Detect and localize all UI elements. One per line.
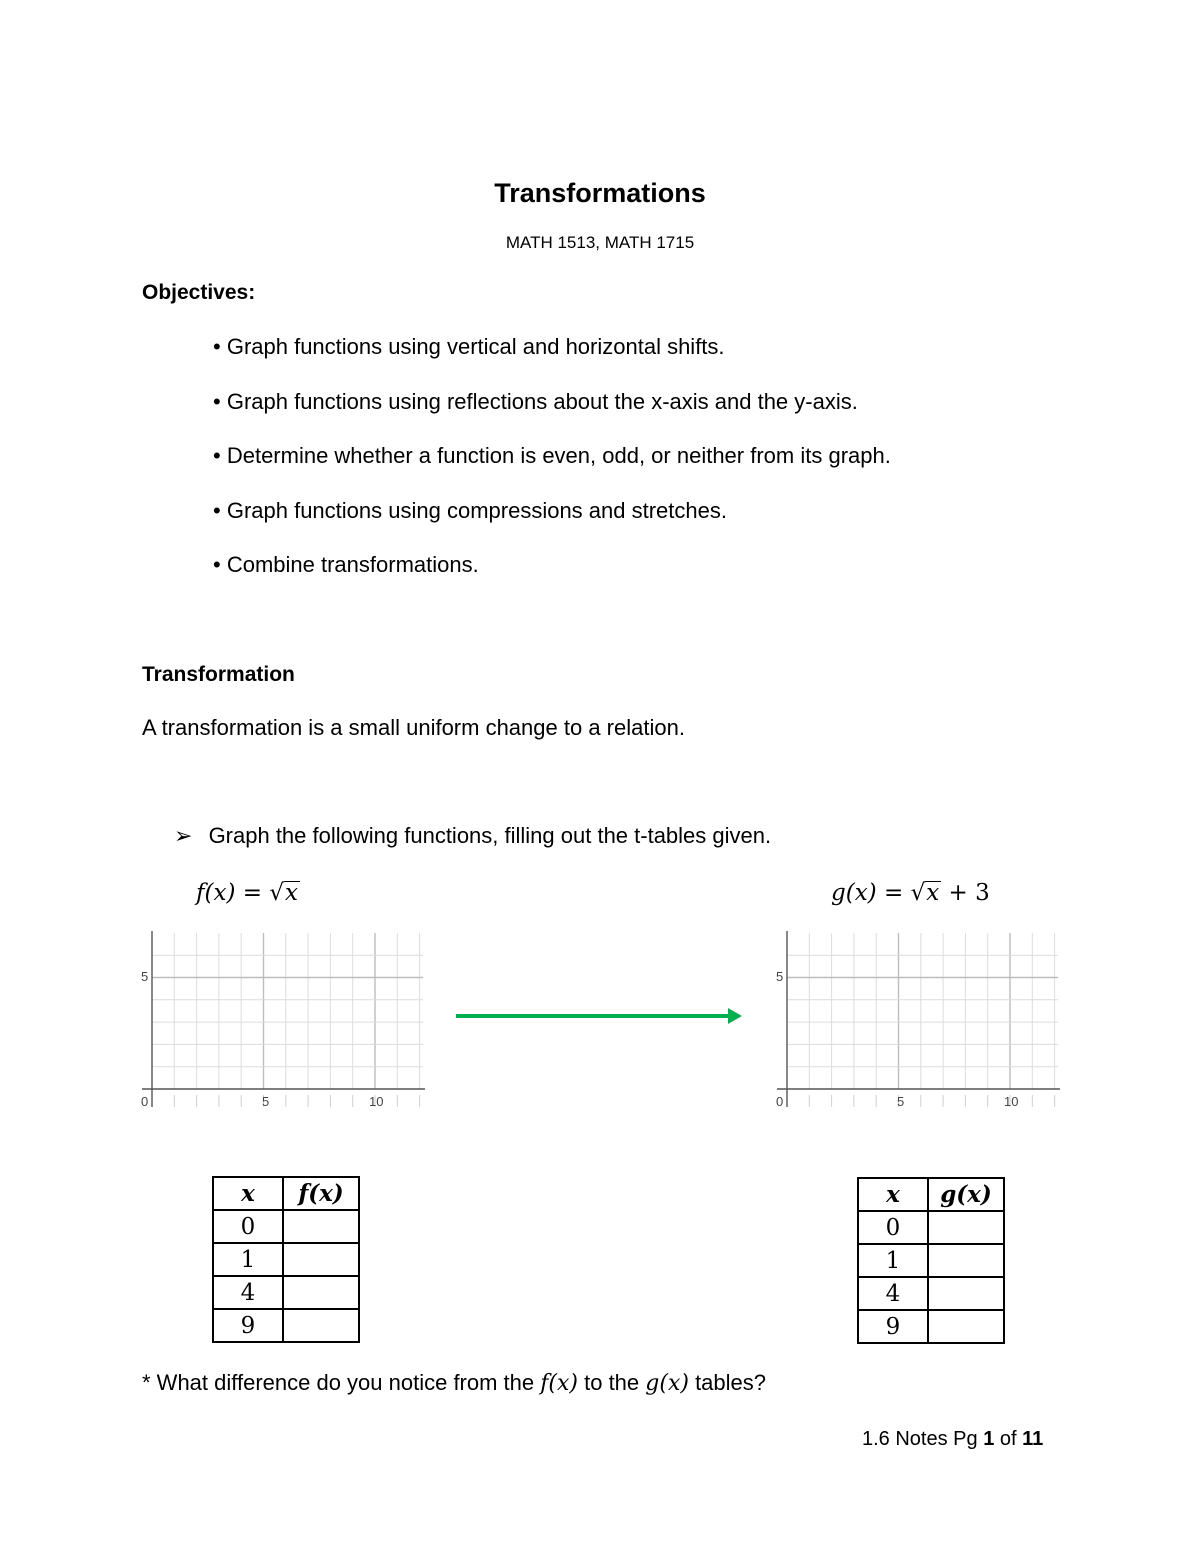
g-function-label: g(x) = √x + 3 xyxy=(831,880,990,906)
x-tick-label: 5 xyxy=(262,1094,270,1109)
total-pages: 11 xyxy=(1022,1428,1044,1450)
f-function-label: f(x) = √x xyxy=(196,880,298,906)
table-cell: 1 xyxy=(213,1243,283,1276)
objective-item: • Graph functions using reflections about the x-axis and the y-axis. xyxy=(213,388,858,414)
table-row xyxy=(213,1309,359,1342)
table-row xyxy=(858,1211,1004,1244)
bullet-icon: • xyxy=(213,388,221,414)
grid-lines xyxy=(777,931,1060,1107)
table-input-cell[interactable] xyxy=(283,1309,359,1342)
table-cell: 9 xyxy=(858,1310,928,1343)
table-row xyxy=(213,1276,359,1309)
bullet-icon: • xyxy=(213,552,221,578)
page-footer: 1.6 Notes Pg 1 of 11 xyxy=(862,1428,1044,1450)
table-input-cell[interactable] xyxy=(928,1211,1004,1244)
table-header-cell: f(x) xyxy=(283,1177,359,1210)
table-cell: 1 xyxy=(858,1244,928,1277)
table-header-cell: x xyxy=(213,1177,283,1210)
table-input-cell[interactable] xyxy=(283,1210,359,1243)
page-title: Transformations xyxy=(494,178,706,208)
table-input-cell[interactable] xyxy=(283,1276,359,1309)
objectives-list xyxy=(213,332,891,605)
radical-icon: √ xyxy=(269,880,284,906)
instruction: ➢ Graph the following functions, filling out the t-tables given. xyxy=(174,823,772,848)
table-cell: 4 xyxy=(858,1277,928,1310)
course-codes: MATH 1513, MATH 1715 xyxy=(505,233,695,252)
table-cell: 9 xyxy=(213,1309,283,1342)
x-tick-label: 0 xyxy=(141,1094,149,1109)
f-t-table xyxy=(212,1176,360,1343)
table-cell: 0 xyxy=(858,1211,928,1244)
table-input-cell[interactable] xyxy=(283,1243,359,1276)
table-header-cell: x xyxy=(858,1178,928,1211)
current-page: 1 xyxy=(983,1428,995,1450)
y-tick-label: 5 xyxy=(141,969,149,984)
table-row xyxy=(858,1310,1004,1343)
transform-arrow xyxy=(452,1004,744,1028)
x-tick-label: 10 xyxy=(369,1094,384,1109)
arrow-head-icon xyxy=(728,1008,742,1024)
table-row xyxy=(213,1210,359,1243)
objectives-heading: Objectives: xyxy=(142,281,256,304)
bullet-icon: • xyxy=(213,334,221,359)
f-coordinate-grid xyxy=(135,925,430,1115)
transformation-heading: Transformation xyxy=(142,663,295,686)
objective-item: • Combine transformations. xyxy=(213,552,479,578)
arrow-bullet-icon: ➢ xyxy=(174,823,193,848)
radical-icon: √ xyxy=(910,880,926,906)
table-row xyxy=(858,1277,1004,1310)
x-tick-label: 0 xyxy=(776,1094,784,1109)
x-tick-label: 10 xyxy=(1004,1094,1019,1109)
table-cell: 0 xyxy=(213,1210,283,1243)
bullet-icon: • xyxy=(213,443,221,469)
y-tick-label: 5 xyxy=(776,969,784,984)
table-input-cell[interactable] xyxy=(928,1310,1004,1343)
objective-item: • Determine whether a function is even, odd, or neither from its graph. xyxy=(213,443,891,469)
grid-lines xyxy=(142,931,425,1107)
bullet-icon: • xyxy=(213,497,221,523)
g-t-table xyxy=(857,1177,1005,1344)
table-cell: 4 xyxy=(213,1276,283,1309)
transformation-definition: A transformation is a small uniform change to a relation. xyxy=(142,715,685,740)
objective-item: • Graph functions using compressions and stretches. xyxy=(213,497,727,523)
table-row xyxy=(858,1244,1004,1277)
table-input-cell[interactable] xyxy=(928,1244,1004,1277)
table-header-row xyxy=(858,1178,1004,1211)
g-coordinate-grid xyxy=(770,925,1065,1115)
table-row xyxy=(213,1243,359,1276)
objective-item: • Graph functions using vertical and horizontal shifts. xyxy=(213,334,725,359)
x-tick-label: 5 xyxy=(897,1094,905,1109)
table-input-cell[interactable] xyxy=(928,1277,1004,1310)
comparison-question: * What difference do you notice from the f(x) to the g(x) tables? xyxy=(142,1370,767,1396)
table-header-row xyxy=(213,1177,359,1210)
table-header-cell: g(x) xyxy=(928,1178,1004,1211)
